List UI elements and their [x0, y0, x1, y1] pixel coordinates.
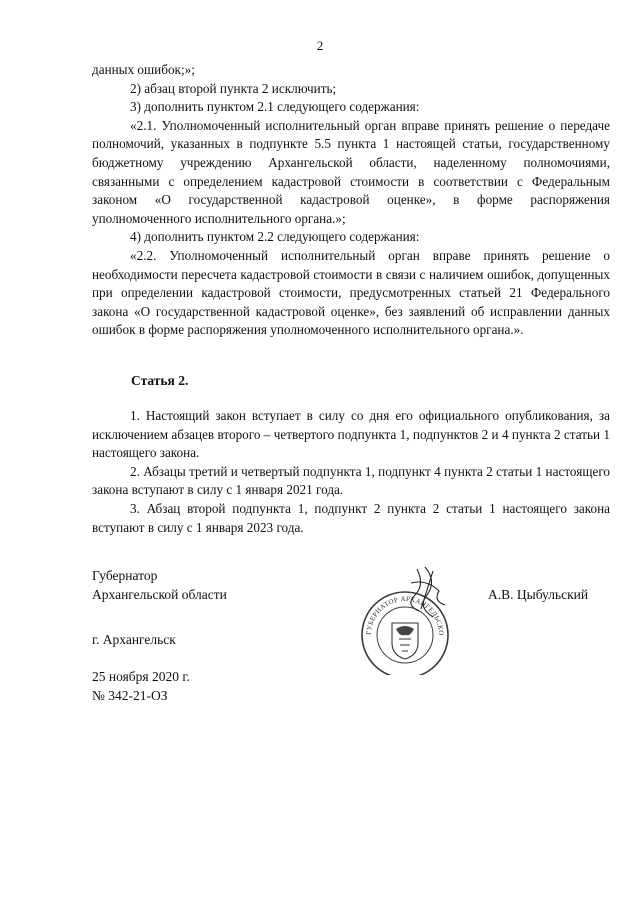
signatory-title: [92, 566, 227, 604]
amendments-block: [92, 61, 610, 340]
paragraph: 4) дополнить пунктом 2.2 следующего содержания:: [130, 229, 420, 245]
paragraph: 3. Абзац второй подпункта 1, подпункт 2 пункта 2 статьи 1 настоящего закона вступают в силу с 1 января 2023 года.: [92, 500, 610, 535]
page-number: 2: [316, 38, 324, 53]
paragraph: данных ошибок;»;: [92, 62, 195, 77]
paragraph: 1. Настоящий закон вступает в силу со дня его официального опубликования, за исключением абзацев второго – четвертого подпункта 1, подпунктов 2 и 4 пункта 2 статьи 1 настоящего закона.: [92, 408, 610, 461]
paragraph: 2) абзац второй пункта 2 исключить;: [130, 80, 337, 96]
paragraph: «2.2. Уполномоченный исполнительный орган вправе принять решение о необходимости пересчета кадастровой стоимости в связи с наличием ошибок, допущенных при определении кадастровой стоимости, предусмотренных статьей 21 Федерального закона «О государственной кадастровой оценке», без заявлений об исправлении данных ошибок в форме распоряжения уполномоченного исполнительного органа.».: [92, 247, 610, 338]
paragraph: 2. Абзацы третий и четвертый подпункта 1, подпункт 4 пункта 2 статьи 1 настоящего закона вступают в силу с 1 января 2021 года.: [92, 463, 610, 498]
signatory-title-line: Архангельской области: [92, 587, 227, 602]
article-body: [92, 407, 610, 537]
paragraph: «2.1. Уполномоченный исполнительный орган вправе принять решение о передаче полномочий, указанных в подпункте 5.5 пункта 1 настоящей статьи, государственному бюджетному учреждению Архангельской области, наделенному полномочиями, связанными с определением кадастровой стоимости в соответствии с Федеральным законом «О государственной кадастровой оценке», в форме распоряжения уполномоченного исполнительного органа.»;: [92, 117, 610, 226]
paragraph: 3) дополнить пунктом 2.1 следующего содержания:: [130, 99, 420, 115]
article-heading: Статья 2.: [131, 373, 189, 388]
signatory-name: А.В. Цыбульский: [488, 587, 589, 602]
city: г. Архангельск: [92, 632, 176, 647]
document-number: № 342-21-ОЗ: [92, 688, 168, 703]
official-seal: [355, 565, 455, 675]
seal-ring-text: ГУБЕРНАТОР АРХАНГЕЛЬСКО: [364, 594, 446, 636]
signatory-title-line: Губернатор: [92, 568, 158, 583]
document-date: 25 ноября 2020 г.: [92, 669, 190, 684]
seal-stamp-icon: [355, 565, 455, 675]
